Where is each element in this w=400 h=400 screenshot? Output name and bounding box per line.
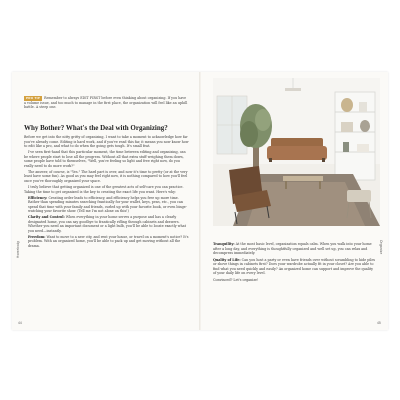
page-number-left: 44 bbox=[18, 321, 22, 325]
paragraph: I truly believe that getting organized is one of the greatest acts of self-care you can practice. Taking the time to get organized is the key to creating the exact life you want. Here's why: bbox=[24, 184, 184, 194]
item-text: When everything in your home serves a purpose and has a clearly designated home, you can say goodbye to frantically rifling through cabinets and drawers. Whether you need an important document or a light bulb, you'll be able to locate exactly what you need—instantly. bbox=[28, 215, 186, 233]
list-item bbox=[213, 258, 377, 276]
paragraph: The answer, of course, is "Yes." The hard part is over, and now it's time to pretty (or at the very least have some fun). As good as you may feel right now, it is nothing compared to how you'll feel once you've thoroughly organized your space. bbox=[24, 169, 188, 183]
item-term: Tranquility: bbox=[213, 242, 235, 246]
book-spread bbox=[12, 72, 388, 330]
pro-tip-box bbox=[24, 96, 188, 110]
item-term: Clarity and Control: bbox=[28, 215, 65, 220]
closing-line bbox=[213, 278, 377, 283]
section-heading: Why Bother? What's the Deal with Organizing? bbox=[24, 124, 168, 132]
item-term: Freedom: bbox=[28, 234, 46, 239]
paragraph: Before we get into the nitty gritty of organizing, I want to take a moment to acknowledge how far you've already come. Editing is hard work, and if you've read this far, it means you now know how to edit like a pro, and what to do when the going gets tough. It's small feat. bbox=[24, 135, 189, 149]
living-room-photo bbox=[213, 78, 380, 226]
list-item bbox=[24, 235, 190, 249]
item-text: At the most basic level, organization equals calm. When you walk into your home after a long day, and everything is thoughtfully organized and well set up, you can relax and decompress immediately. bbox=[213, 242, 372, 256]
running-head-left: Homebody bbox=[16, 240, 20, 258]
item-term: Quality of Life: bbox=[213, 257, 241, 262]
living-room-photo-icon bbox=[213, 78, 380, 226]
item-text: Can you host a party or even have friends over without scrambling to hide piles or shove things in cabinets first? Does your wardrobe actually fit in your closet? Are you able to find what you need quickly and easily? An organized home can support and improve the quality of your daily life on every level. bbox=[213, 257, 376, 276]
list-item bbox=[24, 196, 190, 214]
left-body-text bbox=[24, 135, 190, 250]
item-text: Convinced? Let's organize! bbox=[213, 277, 259, 282]
page-number-right: 45 bbox=[377, 321, 381, 325]
item-text: Want to move to a new city, and rent your house, or travel on a moment's notice? It's problem. With an organized home, you'll be able to pack up and get moving without all the drama. bbox=[28, 234, 189, 249]
list-item bbox=[213, 242, 377, 256]
pro-tip-label: PRO TIP bbox=[26, 96, 41, 100]
right-page bbox=[201, 72, 388, 330]
running-head-right: Organize bbox=[379, 240, 383, 255]
item-text: Creating order leads to efficiency, and efficiency helps you free up more time. Rather than spending minutes searching frantically for your wallet, keys, pens, etc., you can spend that time with your family and friends, curled up with your favorite book, or even binge-watching your favorite show. (Tell me I'm not alone on this!) bbox=[28, 195, 187, 214]
left-page bbox=[12, 72, 199, 330]
list-item bbox=[24, 215, 190, 233]
item-term: Efficiency: bbox=[28, 195, 48, 200]
pro-tip-text: Remember to always EDIT FIRST before even thinking about organizing. If you have a volume issue, and too much to manage in the first place, the organization will feel like an uphill battle. A steep one. bbox=[24, 96, 188, 110]
right-body-text bbox=[213, 242, 377, 284]
paragraph: I've seen first-hand that this particular moment, the time between editing and organizing, can be where people start to lose all the progress. Without all that extra stuff weighing them down, some people have told to themselves, "Well, you're feeling so light and free right now, do you really need to do more work?" bbox=[24, 150, 186, 168]
